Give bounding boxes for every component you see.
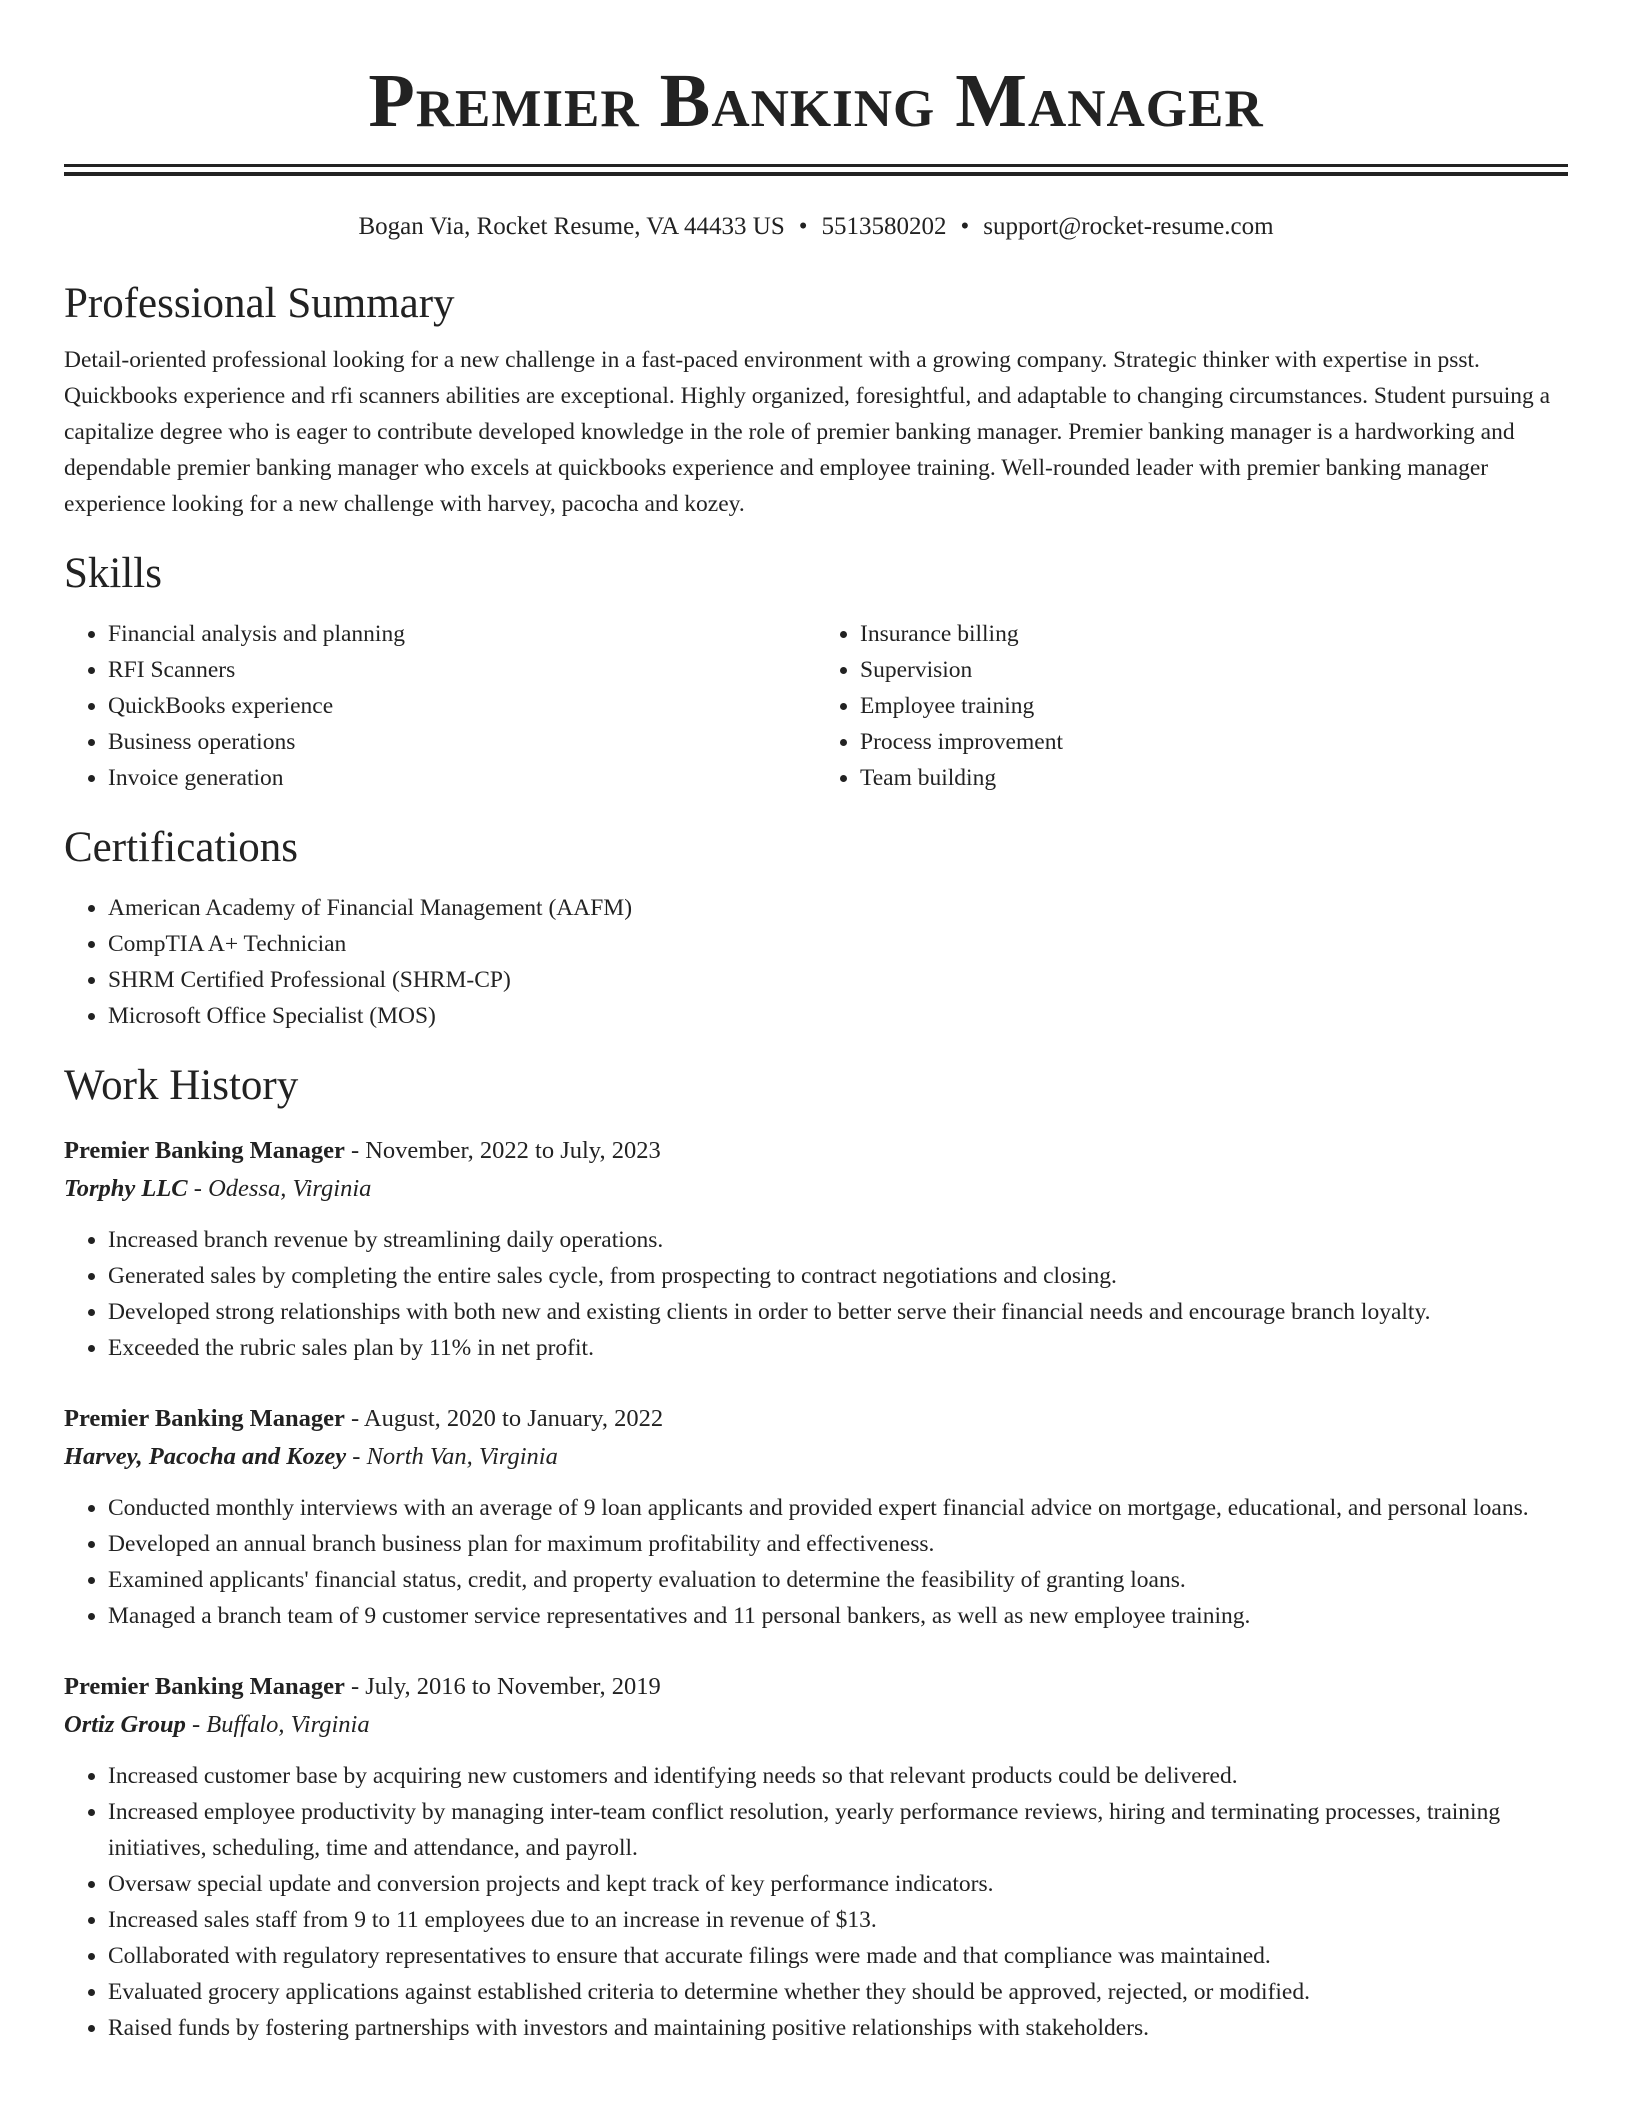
job-location: - North Van, Virginia: [346, 1443, 558, 1470]
skill-item: • Process improvement: [860, 724, 1568, 760]
job-company: Ortiz Group: [64, 1711, 186, 1738]
job-bullet: • Increased branch revenue by streamlining daily operations.: [108, 1222, 1568, 1258]
resume-page: [64, 0, 1568, 2046]
summary-heading: Professional Summary: [64, 280, 455, 327]
job-bullet: • Raised funds by fostering partnerships with investors and maintaining positive relationships with stakeholders.: [108, 2010, 1568, 2046]
job-header: [64, 1132, 1568, 1170]
skill-item: • RFI Scanners: [108, 652, 816, 688]
skill-item: • QuickBooks experience: [108, 688, 816, 724]
job-bullet: • Conducted monthly interviews with an average of 9 loan applicants and provided expert financial advice on mortgage, educational, and personal loans.: [108, 1490, 1568, 1526]
job-entry: [64, 1132, 1568, 1366]
certification-item: • CompTIA A+ Technician: [108, 926, 1568, 962]
job-header: [64, 1668, 1568, 1706]
job-title: Premier Banking Manager: [64, 1137, 345, 1164]
work-history-heading: Work History: [64, 1062, 299, 1109]
certifications-list: [64, 890, 1568, 1034]
job-bullet: • Generated sales by completing the entire sales cycle, from prospecting to contract negotiations and closing.: [108, 1258, 1568, 1294]
skills-heading: Skills: [64, 550, 162, 597]
job-employer: [64, 1438, 1568, 1476]
contact-separator: •: [798, 213, 808, 240]
job-bullet: • Developed an annual branch business plan for maximum profitability and effectiveness.: [108, 1526, 1568, 1562]
contact-address: Bogan Via, Rocket Resume, VA 44433 US: [358, 213, 785, 240]
skill-item: • Team building: [860, 760, 1568, 796]
job-bullet: • Examined applicants' financial status, credit, and property evaluation to determine the feasibility of granting loans.: [108, 1562, 1568, 1598]
certification-item: • Microsoft Office Specialist (MOS): [108, 998, 1568, 1034]
job-dates: - August, 2020 to January, 2022: [344, 1405, 664, 1432]
header-double-rule: [64, 164, 1568, 176]
job-bullet: • Evaluated grocery applications against established criteria to determine whether they should be approved, rejected, or modified.: [108, 1974, 1568, 2010]
job-bullet: • Managed a branch team of 9 customer service representatives and 11 personal bankers, as well as new employee training.: [108, 1598, 1568, 1634]
job-bullets: [64, 1222, 1568, 1366]
skill-item: • Invoice generation: [108, 760, 816, 796]
contact-line: [64, 210, 1568, 244]
skills-columns: [64, 616, 1568, 796]
job-bullet: • Exceeded the rubric sales plan by 11% in net profit.: [108, 1330, 1568, 1366]
job-dates: - November, 2022 to July, 2023: [344, 1137, 661, 1164]
job-company: Torphy LLC: [64, 1175, 188, 1202]
job-dates: - July, 2016 to November, 2019: [344, 1673, 661, 1700]
skill-item: • Insurance billing: [860, 616, 1568, 652]
job-bullet: • Increased customer base by acquiring new customers and identifying needs so that relevant products could be delivered.: [108, 1758, 1568, 1794]
resume-name: Premier Banking Manager: [368, 59, 1264, 143]
certification-item: • SHRM Certified Professional (SHRM-CP): [108, 962, 1568, 998]
job-bullet: • Collaborated with regulatory representatives to ensure that accurate filings were made and that compliance was maintained.: [108, 1938, 1568, 1974]
job-title: Premier Banking Manager: [64, 1673, 345, 1700]
skill-item: • Financial analysis and planning: [108, 616, 816, 652]
job-location: - Buffalo, Virginia: [185, 1711, 370, 1738]
job-employer: [64, 1706, 1568, 1744]
job-entry: [64, 1668, 1568, 2046]
skill-item: • Employee training: [860, 688, 1568, 724]
contact-email: support@rocket-resume.com: [983, 213, 1274, 240]
contact-separator: •: [960, 213, 970, 240]
job-employer: [64, 1170, 1568, 1208]
certifications-heading: Certifications: [64, 824, 299, 871]
job-bullets: [64, 1490, 1568, 1634]
job-entry: [64, 1400, 1568, 1634]
certification-item: • American Academy of Financial Management (AAFM): [108, 890, 1568, 926]
job-bullets: [64, 1758, 1568, 2046]
job-bullet: • Increased employee productivity by managing inter-team conflict resolution, yearly performance reviews, hiring and terminating processes, training initiatives, scheduling, time and attendance, and payroll.: [108, 1794, 1568, 1866]
skills-list-right: [816, 616, 1568, 796]
skill-item: • Business operations: [108, 724, 816, 760]
skill-item: • Supervision: [860, 652, 1568, 688]
job-bullet: • Increased sales staff from 9 to 11 employees due to an increase in revenue of $13.: [108, 1902, 1568, 1938]
summary-text: Detail-oriented professional looking for a new challenge in a fast-paced environment with a growing company. Strategic thinker with expertise in psst. Quickbooks experience and rfi scanners abilities are exceptional. Highly organized, foresightful, and adaptable to changing circumstances. Student pursuing a capitalize degree who is eager to contribute developed knowledge in the role of premier banking manager. Premier banking manager is a hardworking and dependable premier banking manager who excels at quickbooks experience and employee training. Well-rounded leader with premier banking manager experience looking for a new challenge with harvey, pacocha and kozey.: [64, 347, 1551, 517]
job-location: - Odessa, Virginia: [187, 1175, 372, 1202]
job-header: [64, 1400, 1568, 1438]
job-company: Harvey, Pacocha and Kozey: [64, 1443, 347, 1470]
contact-phone: 5513580202: [821, 213, 947, 240]
job-bullet: • Developed strong relationships with both new and existing clients in order to better serve their financial needs and encourage branch loyalty.: [108, 1294, 1568, 1330]
job-title: Premier Banking Manager: [64, 1405, 345, 1432]
skills-list-left: [64, 616, 816, 796]
job-bullet: • Oversaw special update and conversion projects and kept track of key performance indicators.: [108, 1866, 1568, 1902]
